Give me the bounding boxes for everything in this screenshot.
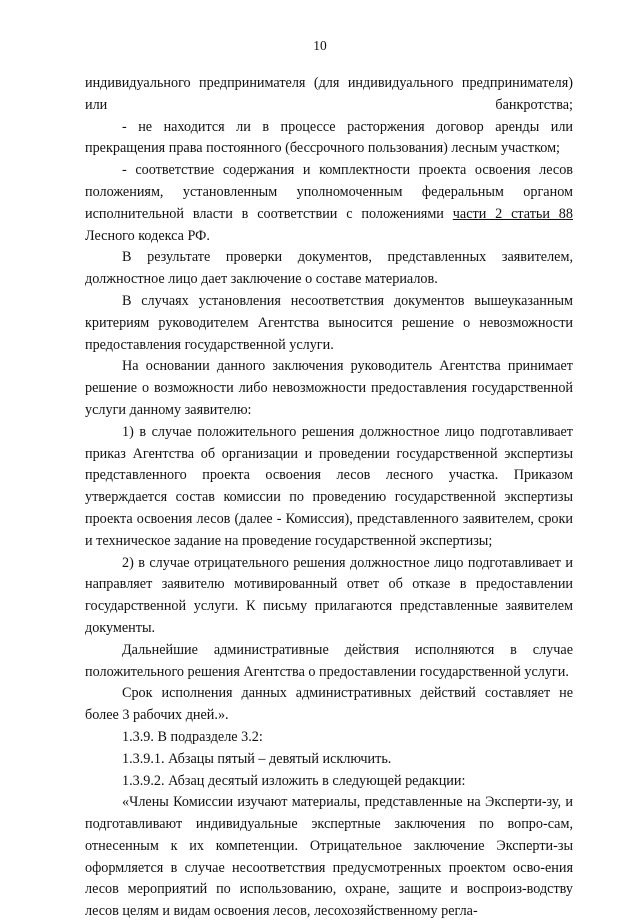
paragraph-text: Лесного кодекса РФ.	[85, 227, 210, 244]
law-reference-link[interactable]: части 2 статьи 88	[452, 205, 573, 222]
paragraph: 1.3.9. В подразделе 3.2:	[122, 728, 263, 745]
paragraph	[85, 160, 573, 247]
document-body	[85, 73, 573, 923]
paragraph: 1) в случае положительного решения должностное лицо подготавливает приказ Агентства об организации и проведении государственной экспертизы представленного проекта освоения лесов лесного участка. Приказом утверждается состав комиссии по проведению государственной экспертизы проекта освоения лесов (далее - Комиссия), представленного заявителем, сроки и техническое задание на проведение государственной экспертизы;	[85, 423, 573, 549]
paragraph: индивидуального предпринимателя (для индивидуального предпринимателя) или банкротства;	[85, 75, 573, 113]
paragraph: Срок исполнения данных административных действий составляет не более 3 рабочих дней.».	[85, 685, 573, 724]
paragraph: 2) в случае отрицательного решения должностное лицо подготавливает и направляет заявителю мотивированный ответ об отказе в предоставлении государственной услуги. К письму прилагаются представленные заявителем документы.	[85, 554, 573, 636]
paragraph-text: - соответствие содержания и комплектности проекта освоения лесов положениям, установленным уполномоченным федеральным органом исполнительной власти в соответствии с положениями	[85, 162, 573, 222]
paragraph: 1.3.9.2. Абзац десятый изложить в следующей редакции:	[122, 772, 466, 789]
paragraph: В результате проверки документов, представленных заявителем, должностное лицо дает заключение о составе материалов.	[85, 249, 573, 288]
paragraph: В случаях установления несоответствия документов вышеуказанным критериям руководителем Агентства выносится решение о невозможности предоставления государственной услуги.	[85, 292, 573, 353]
paragraph: Дальнейшие административные действия исполняются в случае положительного решения Агентства о предоставлении государственной услуги.	[85, 641, 573, 680]
paragraph: На основании данного заключения руководитель Агентства принимает решение о возможности либо невозможности предоставления государственной услуги данному заявителю:	[85, 358, 573, 418]
paragraph: «Члены Комиссии изучают материалы, представленные на Эксперти-зу, и подготавливают индивидуальные экспертные заключения по вопро-сам, отнесенным к их компетенции. Отрицательное заключение Эксперти-зы оформляется в случае несоответствия предусмотренных проектом осво-ения лесов мероприятий по использованию, охране, защите и воспроиз-водству лесов целям и видам освоения лесов, лесохозяйственному регла-	[85, 794, 573, 920]
paragraph: - не находится ли в процессе расторжения договор аренды или прекращения права постоянного (бессрочного пользования) лесным участком;	[85, 118, 573, 157]
page-number: 10	[313, 38, 327, 53]
paragraph: 1.3.9.1. Абзацы пятый – девятый исключить.	[122, 750, 392, 767]
